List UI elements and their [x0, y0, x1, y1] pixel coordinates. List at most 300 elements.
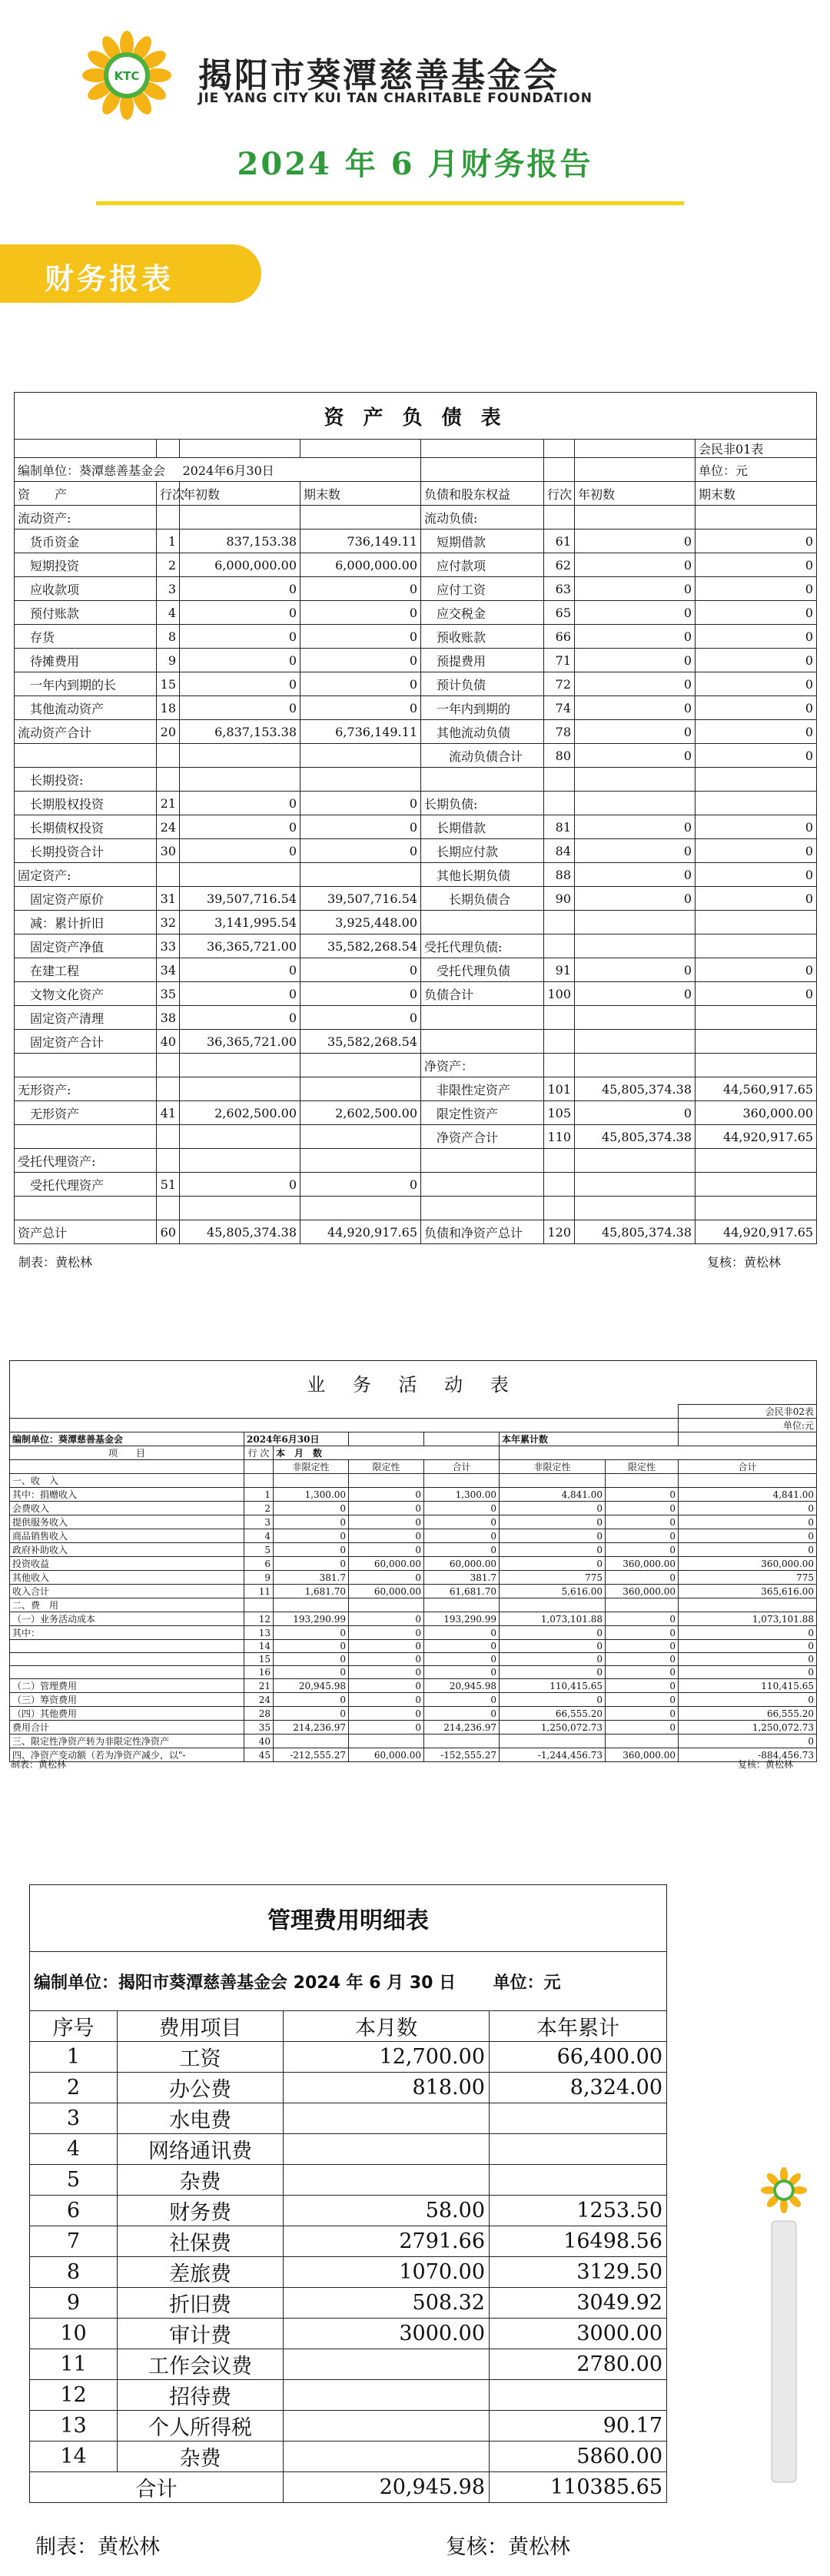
activity-cell: 0: [606, 1488, 679, 1502]
activity-cell: 0: [424, 1707, 500, 1721]
balance-cell: [421, 1006, 544, 1030]
activity-cell: 0: [274, 1557, 349, 1571]
balance-cell: [157, 1077, 180, 1101]
activity-body: [10, 1474, 817, 1762]
balance-cell: 0: [180, 839, 300, 863]
balance-cell: 35,582,268.54: [300, 1030, 421, 1054]
balance-cell: 货币资金: [15, 529, 157, 553]
table-row: [15, 1077, 817, 1101]
balance-cell: 一年内到期的: [421, 696, 544, 720]
activity-cell: 3: [244, 1515, 274, 1529]
balance-cell: 91: [544, 958, 575, 982]
management-cell: [284, 2380, 490, 2411]
balance-cell: 60: [157, 1220, 180, 1244]
activity-cell: 1,073,101.88: [679, 1612, 817, 1626]
activity-cell: 0: [679, 1734, 817, 1748]
section-tag-label: 财务报表: [45, 262, 174, 296]
management-total-month: 20,945.98: [284, 2472, 490, 2503]
blank-cell: [10, 1460, 244, 1474]
activity-cell: （四）其他费用: [10, 1707, 244, 1721]
activity-cell: 360,000.00: [606, 1748, 679, 1762]
management-header-cell: 本月数: [284, 2011, 490, 2042]
balance-body: [15, 506, 817, 1244]
activity-cell: 0: [349, 1679, 424, 1693]
balance-cell: [180, 1077, 300, 1101]
table-row: [30, 2134, 667, 2165]
activity-cell: [274, 1598, 349, 1612]
management-cell: 1070.00: [284, 2257, 490, 2288]
table-row: [10, 1529, 817, 1543]
activity-cell: [244, 1598, 274, 1612]
balance-cell: 8: [157, 625, 180, 649]
section-tag: [0, 244, 261, 303]
activity-checker: 复核：黄松林: [738, 1759, 794, 1770]
balance-cell: 0: [696, 577, 817, 601]
activity-cell: 0: [500, 1653, 606, 1666]
title-underline: [96, 201, 684, 205]
activity-cell: 0: [500, 1557, 606, 1571]
management-cell: 1: [30, 2042, 118, 2073]
management-cell: 90.17: [490, 2411, 667, 2442]
balance-cell: [696, 768, 817, 792]
activity-cell: 0: [424, 1543, 500, 1557]
activity-cell: 0: [349, 1707, 424, 1721]
table-row: [10, 1721, 817, 1734]
management-cell: 差旅费: [118, 2257, 284, 2288]
balance-cell: 0: [300, 982, 421, 1006]
balance-cell: 0: [575, 958, 696, 982]
balance-unit: 编制单位：葵潭慈善基金会: [15, 458, 180, 482]
balance-cell: [696, 934, 817, 958]
activity-form-no: 会民非02表: [679, 1405, 817, 1419]
balance-cell: 81: [544, 815, 575, 839]
management-cell: 工作会议费: [118, 2349, 284, 2380]
balance-cell: 3: [157, 577, 180, 601]
balance-cell: 负债和净资产总计: [421, 1220, 544, 1244]
activity-cell: 0: [500, 1502, 606, 1515]
balance-cell: 2,602,500.00: [300, 1101, 421, 1125]
table-row: [10, 1612, 817, 1626]
management-cell: 13: [30, 2411, 118, 2442]
activity-cell: （三）筹资费用: [10, 1693, 244, 1707]
activity-subheader-cell: 合计: [424, 1460, 500, 1474]
balance-cell: 2: [157, 553, 180, 577]
balance-cell: 应交税金: [421, 601, 544, 625]
table-row: [30, 2226, 667, 2257]
activity-cell: 0: [349, 1666, 424, 1679]
balance-cell: 62: [544, 553, 575, 577]
table-row: [15, 1054, 817, 1077]
balance-cell: [544, 1173, 575, 1197]
activity-cell: 0: [606, 1543, 679, 1557]
activity-cell: 0: [679, 1640, 817, 1653]
balance-cell: 36,365,721.00: [180, 934, 300, 958]
balance-cell: [544, 1030, 575, 1054]
balance-cell: 0: [300, 577, 421, 601]
activity-cell: 0: [679, 1502, 817, 1515]
table-row: [30, 2411, 667, 2442]
activity-cell: 12: [244, 1612, 274, 1626]
balance-cell: 应付工资: [421, 577, 544, 601]
management-cell: 4: [30, 2134, 118, 2165]
balance-cell: [696, 1054, 817, 1077]
table-row: [15, 839, 817, 863]
management-cell: 个人所得税: [118, 2411, 284, 2442]
activity-unit: 编制单位：葵潭慈善基金会: [10, 1432, 244, 1446]
activity-cell: 0: [424, 1626, 500, 1640]
activity-cell: 11: [244, 1585, 274, 1598]
balance-cell: 0: [300, 1173, 421, 1197]
balance-cell: [696, 1149, 817, 1173]
balance-cell: [157, 1054, 180, 1077]
balance-header-cell: 负债和股东权益: [421, 482, 544, 506]
management-cell: [490, 2165, 667, 2196]
balance-cell: 45,805,374.38: [575, 1220, 696, 1244]
activity-cell: 775: [679, 1571, 817, 1585]
balance-cell: 0: [696, 601, 817, 625]
table-row: [30, 2257, 667, 2288]
balance-cell: [575, 1173, 696, 1197]
balance-cell: [180, 768, 300, 792]
balance-cell: 0: [696, 744, 817, 768]
activity-cell: 381.7: [274, 1571, 349, 1585]
activity-cell: 1,073,101.88: [500, 1612, 606, 1626]
balance-cell: 0: [300, 601, 421, 625]
balance-cell: 流动资产:: [15, 506, 157, 529]
activity-subheader-cell: 非限定性: [500, 1460, 606, 1474]
management-cell: [490, 2380, 667, 2411]
activity-cell: [424, 1734, 500, 1748]
balance-cell: [544, 1197, 575, 1220]
activity-cell: 0: [606, 1529, 679, 1543]
balance-cell: 限定性资产: [421, 1101, 544, 1125]
balance-cell: [157, 768, 180, 792]
balance-cell: 45,805,374.38: [180, 1220, 300, 1244]
activity-cell: 0: [679, 1515, 817, 1529]
activity-cell: 0: [679, 1653, 817, 1666]
table-row: [15, 863, 817, 887]
management-cell: 14: [30, 2442, 118, 2472]
activity-cell: （一）业务活动成本: [10, 1612, 244, 1626]
activity-maker: 制表：黄松林: [11, 1759, 67, 1770]
management-cell: 2: [30, 2073, 118, 2103]
balance-cell: 流动负债:: [421, 506, 544, 529]
balance-cell: 短期借款: [421, 529, 544, 553]
management-cell: 11: [30, 2349, 118, 2380]
activity-cell: [274, 1474, 349, 1488]
management-cell: 杂费: [118, 2165, 284, 2196]
management-cell: [284, 2165, 490, 2196]
activity-cell: 0: [349, 1529, 424, 1543]
activity-cell: 0: [606, 1707, 679, 1721]
activity-cell: 其他收入: [10, 1571, 244, 1585]
activity-cell: 4,841.00: [500, 1488, 606, 1502]
table-row: [15, 577, 817, 601]
management-cell: 3129.50: [490, 2257, 667, 2288]
balance-cell: 0: [300, 792, 421, 815]
management-cell: 社保费: [118, 2226, 284, 2257]
activity-cell: 24: [244, 1693, 274, 1707]
balance-cell: 0: [696, 529, 817, 553]
activity-cell: 214,236.97: [424, 1721, 500, 1734]
activity-cell: 0: [424, 1653, 500, 1666]
balance-cell: [575, 1054, 696, 1077]
activity-cell: 0: [424, 1640, 500, 1653]
management-maker: 制表：黄松林: [35, 2535, 160, 2559]
balance-cell: 长期债权投资: [15, 815, 157, 839]
management-cell: 66,400.00: [490, 2042, 667, 2073]
balance-cell: [696, 506, 817, 529]
balance-cell: 0: [300, 839, 421, 863]
management-cell: 杂费: [118, 2442, 284, 2472]
balance-cell: [300, 863, 421, 887]
balance-cell: [421, 768, 544, 792]
activity-cell: 0: [349, 1488, 424, 1502]
activity-cell: 1,300.00: [274, 1488, 349, 1502]
management-cell: 6: [30, 2196, 118, 2226]
balance-cell: 4: [157, 601, 180, 625]
balance-cell: [300, 768, 421, 792]
table-row: [10, 1585, 817, 1598]
activity-cell: 0: [424, 1693, 500, 1707]
activity-cell: 193,290.99: [274, 1612, 349, 1626]
balance-cell: 长期负债:: [421, 792, 544, 815]
management-cell: [490, 2134, 667, 2165]
balance-cell: [157, 1197, 180, 1220]
balance-cell: 0: [180, 625, 300, 649]
balance-cell: 0: [696, 982, 817, 1006]
balance-cell: 6,000,000.00: [180, 553, 300, 577]
activity-cell: [349, 1474, 424, 1488]
activity-cell: [10, 1666, 244, 1679]
balance-cell: 44,920,917.65: [696, 1220, 817, 1244]
activity-cell: 35: [244, 1721, 274, 1734]
balance-header-cell: 期末数: [300, 482, 421, 506]
activity-cell: 15: [244, 1653, 274, 1666]
balance-cell: 受托代理资产: [15, 1173, 157, 1197]
activity-cell: 一、收 入: [10, 1474, 244, 1488]
balance-cell: 0: [575, 601, 696, 625]
activity-cell: 投资收益: [10, 1557, 244, 1571]
activity-cell: 1,300.00: [424, 1488, 500, 1502]
balance-cell: 待摊费用: [15, 649, 157, 672]
balance-cell: 流动负债合计: [421, 744, 544, 768]
balance-cell: 35: [157, 982, 180, 1006]
activity-month-header: 本 月 数: [274, 1446, 500, 1460]
balance-cell: 34: [157, 958, 180, 982]
activity-cell: [606, 1474, 679, 1488]
balance-cell: 736,149.11: [300, 529, 421, 553]
balance-cell: 0: [696, 672, 817, 696]
activity-cell: [606, 1734, 679, 1748]
activity-cell: 0: [274, 1626, 349, 1640]
table-row: [10, 1679, 817, 1693]
activity-cell: 5: [244, 1543, 274, 1557]
balance-cell: 非限性定资产: [421, 1077, 544, 1101]
activity-cell: 9: [244, 1571, 274, 1585]
activity-cell: 0: [500, 1529, 606, 1543]
balance-sheet-title: 资 产 负 债 表: [15, 393, 817, 440]
activity-cell: [679, 1598, 817, 1612]
activity-cell: 110,415.65: [500, 1679, 606, 1693]
balance-cell: 90: [544, 887, 575, 911]
balance-cell: 0: [180, 1173, 300, 1197]
balance-cell: [300, 1197, 421, 1220]
blank-cell: [244, 1460, 274, 1474]
activity-cell: 20,945.98: [274, 1679, 349, 1693]
management-cell: 12: [30, 2380, 118, 2411]
activity-cell: [606, 1598, 679, 1612]
balance-cell: 其他流动负债: [421, 720, 544, 744]
activity-cell: 4,841.00: [679, 1488, 817, 1502]
activity-cell: 四、净资产变动额（若为净资产减少，以"-: [10, 1748, 244, 1762]
management-cell: 508.32: [284, 2288, 490, 2319]
activity-subheader-cell: 合计: [679, 1460, 817, 1474]
balance-cell: 360,000.00: [696, 1101, 817, 1125]
table-row: [15, 887, 817, 911]
activity-cell: 0: [424, 1529, 500, 1543]
activity-cell: 0: [679, 1666, 817, 1679]
activity-cell: 商品销售收入: [10, 1529, 244, 1543]
management-cell: 3000.00: [284, 2319, 490, 2349]
activity-cell: 0: [606, 1666, 679, 1679]
balance-cell: 61: [544, 529, 575, 553]
management-header-cell: 本年累计: [490, 2011, 667, 2042]
activity-cell: 66,555.20: [679, 1707, 817, 1721]
balance-cell: 33: [157, 934, 180, 958]
management-checker: 复核：黄松林: [446, 2535, 570, 2559]
activity-cell: -1,244,456.73: [500, 1748, 606, 1762]
table-row: [10, 1707, 817, 1721]
activity-cell: 60,000.00: [424, 1557, 500, 1571]
balance-cell: 24: [157, 815, 180, 839]
activity-cell: [500, 1598, 606, 1612]
activity-cell: 60,000.00: [349, 1585, 424, 1598]
balance-cell: 21: [157, 792, 180, 815]
management-cell: 3049.92: [490, 2288, 667, 2319]
table-row: [10, 1653, 817, 1666]
activity-cell: 0: [274, 1515, 349, 1529]
balance-cell: 0: [696, 649, 817, 672]
activity-cell: 365,616.00: [679, 1585, 817, 1598]
balance-cell: 44,560,917.65: [696, 1077, 817, 1101]
balance-cell: 15: [157, 672, 180, 696]
management-header-cell: 费用项目: [118, 2011, 284, 2042]
balance-cell: [575, 792, 696, 815]
activity-cell: 0: [606, 1653, 679, 1666]
activity-cell: 20,945.98: [424, 1679, 500, 1693]
management-cell: 工资: [118, 2042, 284, 2073]
balance-cell: 36,365,721.00: [180, 1030, 300, 1054]
table-row: [30, 2319, 667, 2349]
balance-cell: [544, 506, 575, 529]
management-cell: 招待费: [118, 2380, 284, 2411]
balance-cell: 44,920,917.65: [696, 1125, 817, 1149]
balance-cell: 0: [575, 696, 696, 720]
balance-cell: [544, 911, 575, 934]
balance-cell: 0: [300, 958, 421, 982]
balance-cell: [421, 1030, 544, 1054]
balance-cell: 31: [157, 887, 180, 911]
balance-cell: [575, 506, 696, 529]
balance-cell: [15, 1125, 157, 1149]
balance-cell: [575, 934, 696, 958]
table-row: [15, 672, 817, 696]
management-body: [30, 2042, 667, 2472]
balance-cell: [157, 744, 180, 768]
balance-cell: 在建工程: [15, 958, 157, 982]
table-row: [10, 1693, 817, 1707]
activity-cell: 0: [349, 1626, 424, 1640]
management-cell: 7: [30, 2226, 118, 2257]
balance-cell: [180, 506, 300, 529]
balance-cell: 0: [575, 887, 696, 911]
activity-cell: 三、限定性净资产转为非限定性净资产: [10, 1734, 244, 1748]
activity-cell: 1,250,072.73: [500, 1721, 606, 1734]
activity-subheader-cell: 限定性: [606, 1460, 679, 1474]
balance-cell: 40: [157, 1030, 180, 1054]
balance-cell: 其他长期负债: [421, 863, 544, 887]
management-cell: 5860.00: [490, 2442, 667, 2472]
activity-cell: 5,616.00: [500, 1585, 606, 1598]
table-row: [15, 1006, 817, 1030]
activity-cell: 0: [274, 1529, 349, 1543]
balance-cell: 44,920,917.65: [300, 1220, 421, 1244]
balance-cell: 20: [157, 720, 180, 744]
balance-cell: 0: [575, 1101, 696, 1125]
balance-cell: [421, 911, 544, 934]
activity-col-line: 行 次: [244, 1446, 274, 1460]
activity-cell: 0: [274, 1543, 349, 1557]
activity-cell: [10, 1653, 244, 1666]
table-row: [10, 1571, 817, 1585]
balance-cell: 45,805,374.38: [575, 1125, 696, 1149]
table-row: [10, 1502, 817, 1515]
management-cell: 水电费: [118, 2103, 284, 2134]
balance-cell: [696, 911, 817, 934]
balance-cell: 0: [300, 815, 421, 839]
balance-cell: 长期投资合计: [15, 839, 157, 863]
activity-cell: 0: [349, 1612, 424, 1626]
balance-cell: [157, 1149, 180, 1173]
table-row: [15, 506, 817, 529]
management-cell: 2791.66: [284, 2226, 490, 2257]
activity-cell: 0: [274, 1666, 349, 1679]
balance-cell: 837,153.38: [180, 529, 300, 553]
table-row: [15, 792, 817, 815]
balance-cell: 一年内到期的长: [15, 672, 157, 696]
activity-cell: 1: [244, 1488, 274, 1502]
table-row: [30, 2165, 667, 2196]
balance-cell: 18: [157, 696, 180, 720]
activity-cell: 0: [274, 1640, 349, 1653]
balance-cell: 固定资产清理: [15, 1006, 157, 1030]
activity-cell: 0: [424, 1502, 500, 1515]
balance-cell: 0: [696, 887, 817, 911]
balance-cell: 0: [575, 625, 696, 649]
balance-cell: [15, 744, 157, 768]
balance-header-cell: 期末数: [696, 482, 817, 506]
activity-cell: [10, 1640, 244, 1653]
balance-cell: [544, 1149, 575, 1173]
balance-header-cell: 年初数: [180, 482, 300, 506]
activity-cell: 4: [244, 1529, 274, 1543]
balance-cell: 无形资产: [15, 1101, 157, 1125]
table-row: [10, 1474, 817, 1488]
management-total-label: 合计: [30, 2472, 284, 2503]
activity-cell: 0: [349, 1571, 424, 1585]
balance-cell: 39,507,716.54: [300, 887, 421, 911]
